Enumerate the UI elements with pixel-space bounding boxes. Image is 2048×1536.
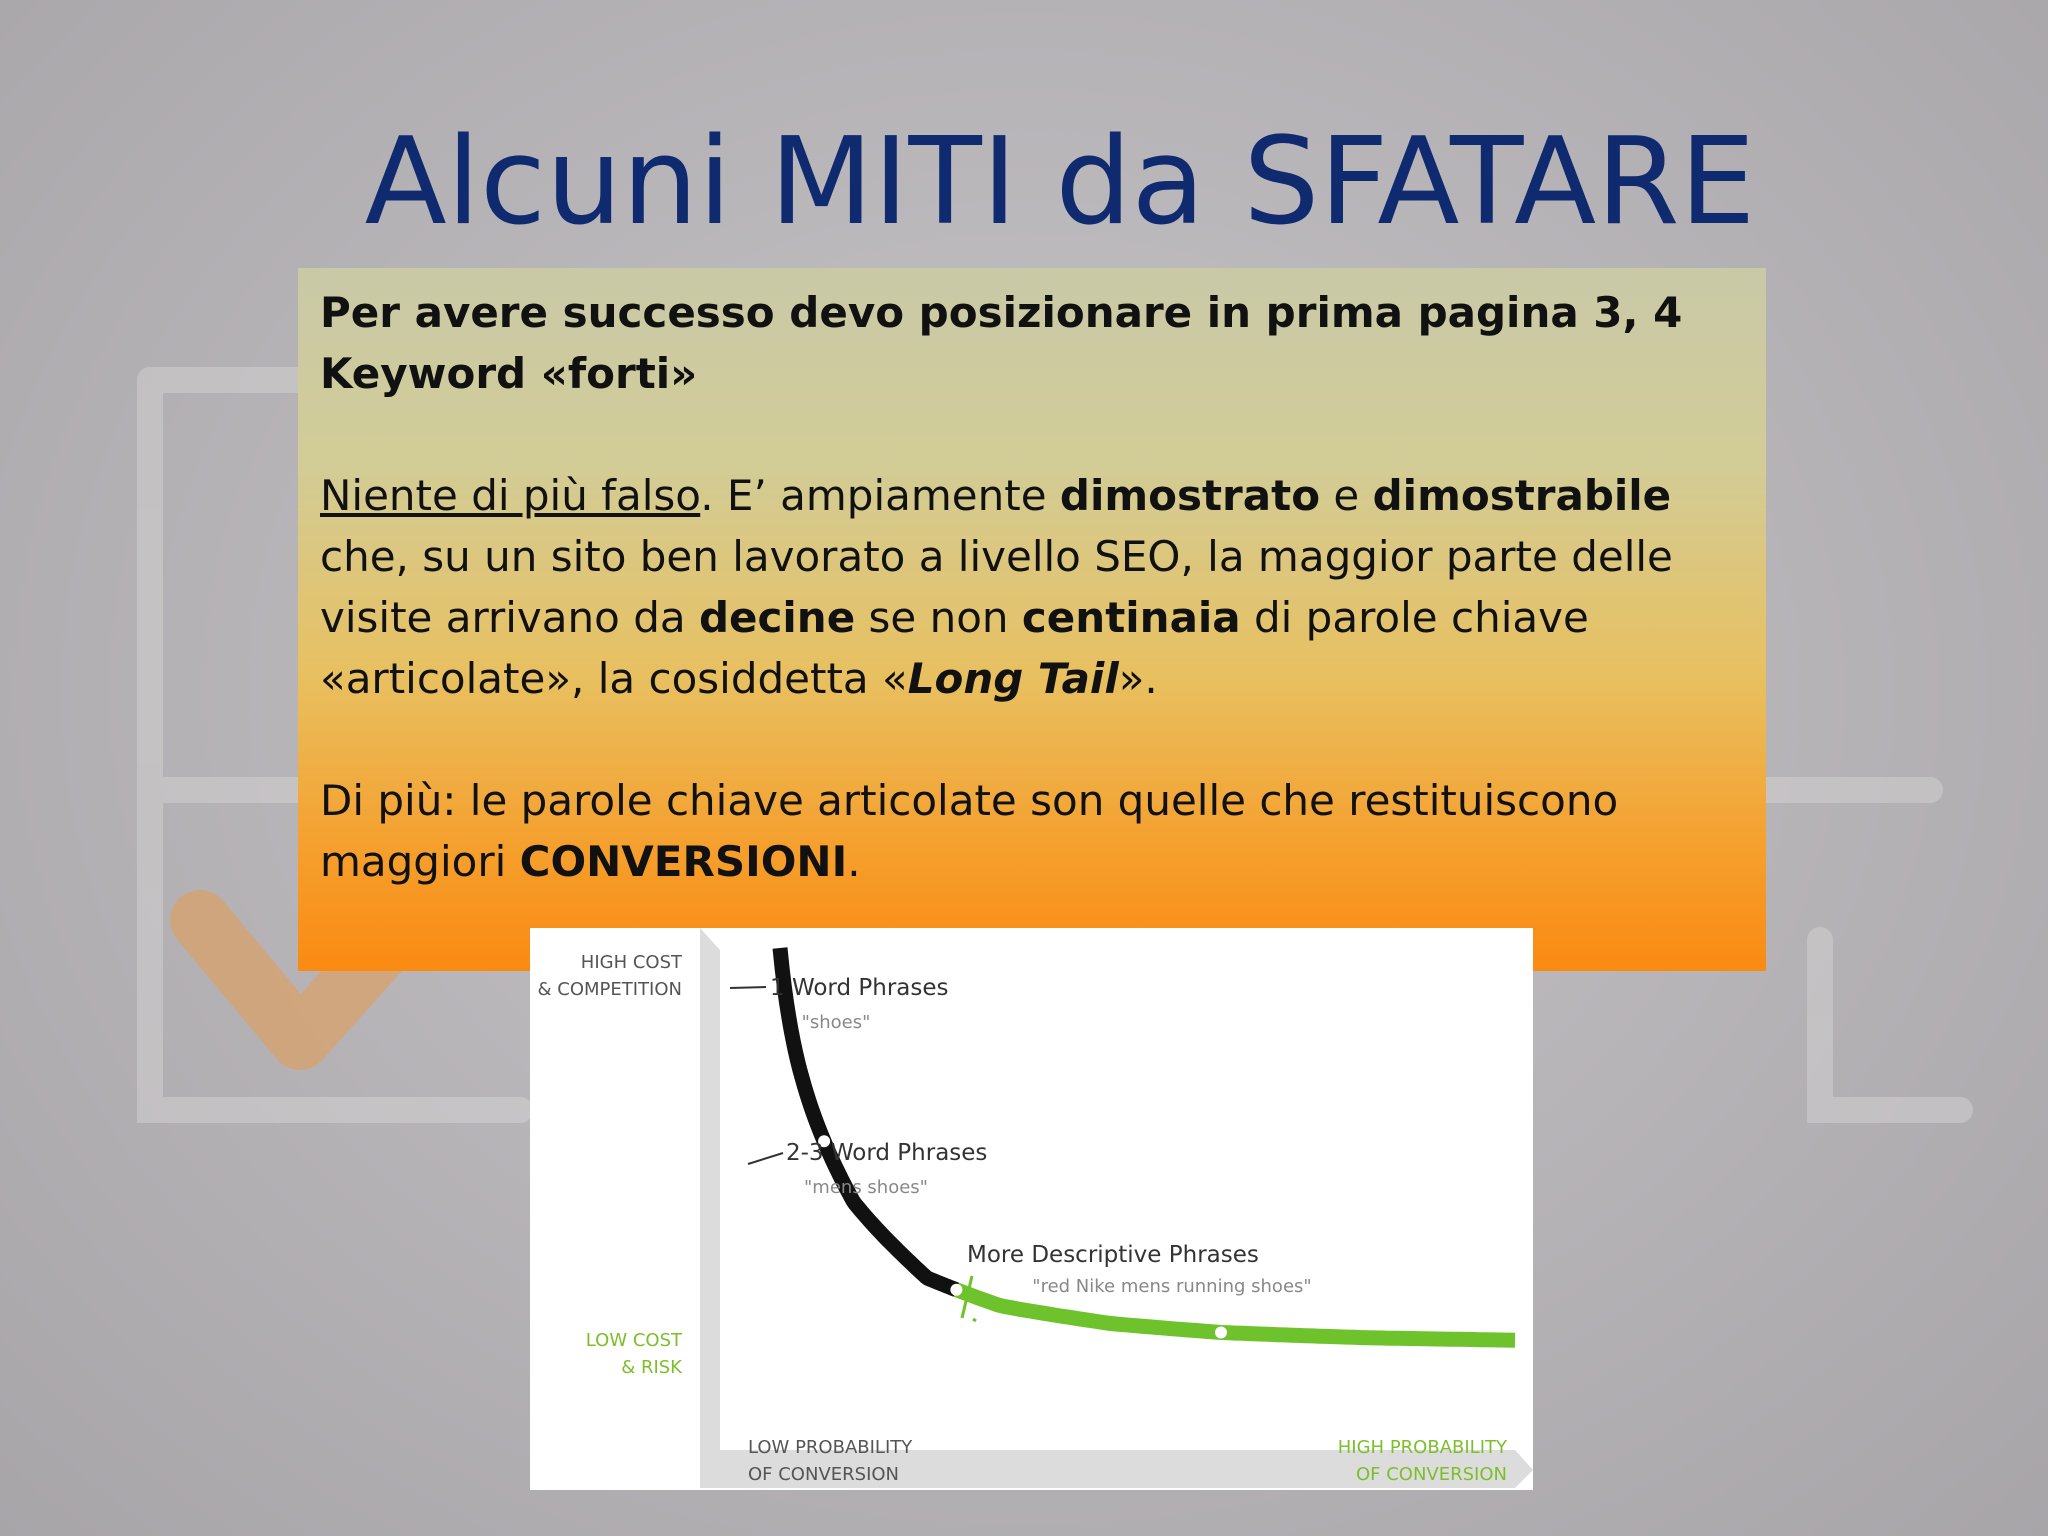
annotation-3-label: More Descriptive Phrases [967,1242,1259,1268]
rebuttal-paragraph [320,465,1744,709]
y-top-label-line2: & COMPETITION [537,979,682,1000]
annotation-2-label: 2-3 Word Phrases [786,1140,988,1166]
annotation-3-example: "red Nike mens running shoes" [1032,1276,1312,1297]
content-textbox [298,268,1766,971]
text-run: . E’ ampiamente [700,471,1060,520]
text-run: e [1320,471,1373,520]
annotation-2-example: "mens shoes" [804,1177,928,1198]
y-bottom-label-line1: LOW COST [585,1330,682,1351]
y-bottom-label-line2: & RISK [621,1357,682,1378]
emphasis-bold-italic: Long Tail [907,654,1119,703]
slide-title: Alcuni MITI da SFATARE [364,113,1756,252]
x-left-label-line1: LOW PROBABILITY [748,1437,913,1458]
text-run: di parole chiave «articolate», la cosiddetta « [320,593,1589,703]
text-run: che, su un sito ben lavorato a livello SEO, la maggior parte delle visite arrivano da [320,532,1673,642]
long-tail-chart-svg [530,928,1533,1490]
y-top-label-line1: HIGH COST [580,952,682,973]
text-run: . [847,837,861,886]
leader-line-3 [973,1319,976,1321]
myth-heading: Per avere successo devo posizionare in prima pagina 3, 4 Keyword «forti» [320,288,1683,398]
emphasis-bold: CONVERSIONI [519,837,848,886]
x-right-label-line1: HIGH PROBABILITY [1337,1437,1507,1458]
text-run: se non [855,593,1022,642]
annotation-1-label: 1 Word Phrases [770,975,949,1001]
long-tail-chart [530,928,1533,1490]
emphasis-bold: centinaia [1021,593,1241,642]
text-run: ». [1118,654,1158,703]
leader-line-2 [748,1153,783,1164]
x-left-label-line2: OF CONVERSION [748,1464,900,1485]
emphasis-underline: Niente di più falso [320,471,701,520]
x-right-label-line2: OF CONVERSION [1355,1464,1507,1485]
leader-line-1 [730,987,766,988]
emphasis-bold: dimostrato [1059,471,1321,520]
emphasis-bold: dimostrabile [1372,471,1672,520]
spacer [320,709,1744,770]
curve-break-2 [950,1284,962,1296]
spacer [320,404,1744,465]
annotation-1-example: "shoes" [801,1012,871,1033]
y-axis-bar [700,928,720,1488]
curve-break-3 [1215,1327,1227,1339]
conversion-paragraph [320,770,1744,892]
emphasis-bold: decine [698,593,856,642]
text-run: Di più: le parole chiave articolate son quelle che restituiscono maggiori [320,776,1619,886]
curve-tail-segment [956,1290,1515,1340]
